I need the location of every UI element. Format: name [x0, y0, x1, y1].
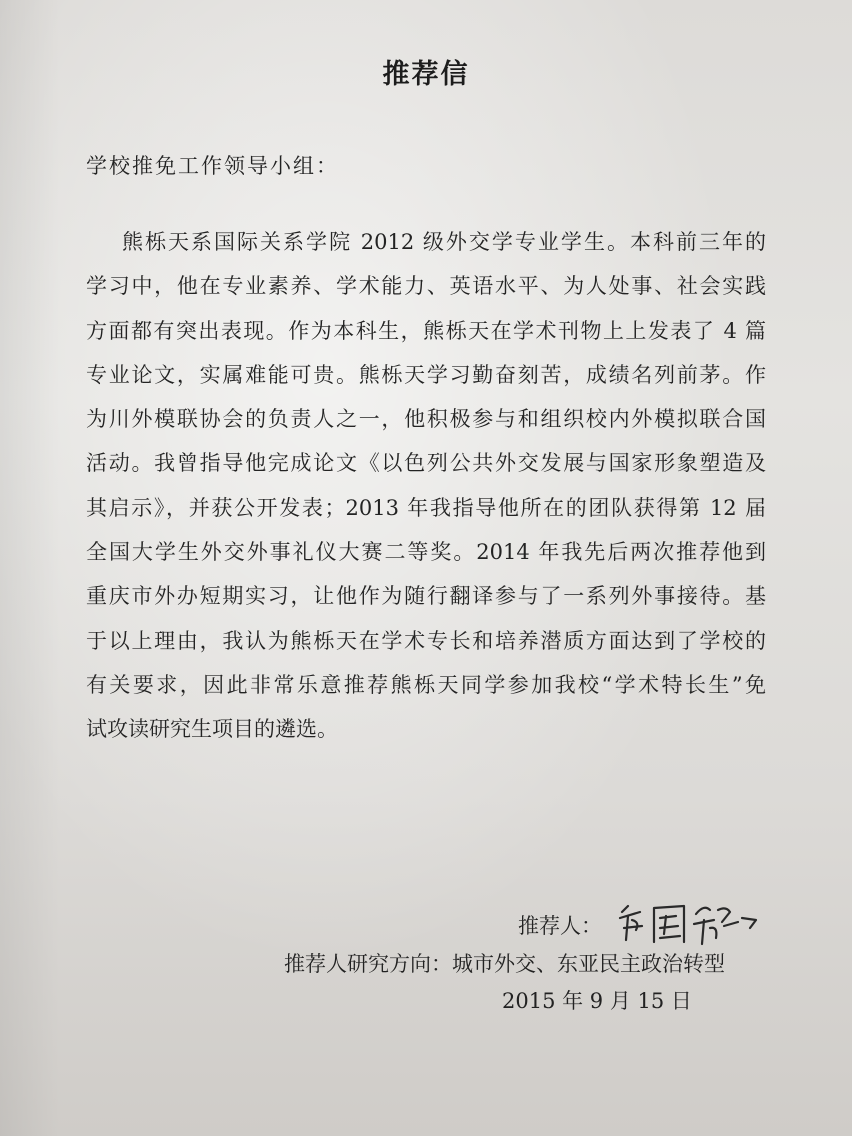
body-line: 为川外模联协会的负责人之一，他积极参与和组织校内外模拟联合国 [86, 407, 766, 432]
body-line: 学习中，他在专业素养、学术能力、英语水平、为人处事、社会实践 [86, 274, 766, 299]
body-line: 方面都有突出表现。作为本科生，熊栎天在学术刊物上上发表了 4 篇 [86, 318, 766, 343]
letter-title: 推荐信 [382, 59, 470, 90]
handwritten-signature [614, 898, 764, 950]
page-shadow [0, 0, 60, 1136]
body-line: 专业论文，实属难能可贵。熊栎天学习勤奋刻苦，成绩名列前茅。作 [86, 362, 766, 387]
body-line: 熊栎天系国际关系学院 2012 级外交学专业学生。本科前三年的 [122, 230, 766, 254]
body-line: 全国大学生外交外事礼仪大赛二等奖。2014 年我先后两次推荐他到 [86, 540, 766, 565]
letter-date: 2015 年 9 月 15 日 [502, 989, 692, 1013]
body-line: 试攻读研究生项目的遴选。 [86, 717, 338, 742]
body-line: 其启示》，并获公开发表；2013 年我指导他所在的团队获得第 12 届 [86, 495, 766, 520]
body-line: 于以上理由，我认为熊栎天在学术专长和培养潜质方面达到了学校的 [86, 628, 766, 653]
body-line: 有关要求，因此非常乐意推荐熊栎天同学参加我校“学术特长生”免 [86, 672, 766, 697]
letter-body [86, 226, 766, 758]
salutation: 学校推免工作领导小组： [86, 154, 339, 178]
body-line: 重庆市外办短期实习，让他作为随行翻译参与了一系列外事接待。基 [86, 584, 766, 609]
recommender-label: 推荐人： [518, 914, 602, 938]
research-direction: 推荐人研究方向：城市外交、东亚民主政治转型 [284, 952, 725, 976]
body-line: 活动。我曾指导他完成论文《以色列公共外交发展与国家形象塑造及 [86, 451, 766, 476]
